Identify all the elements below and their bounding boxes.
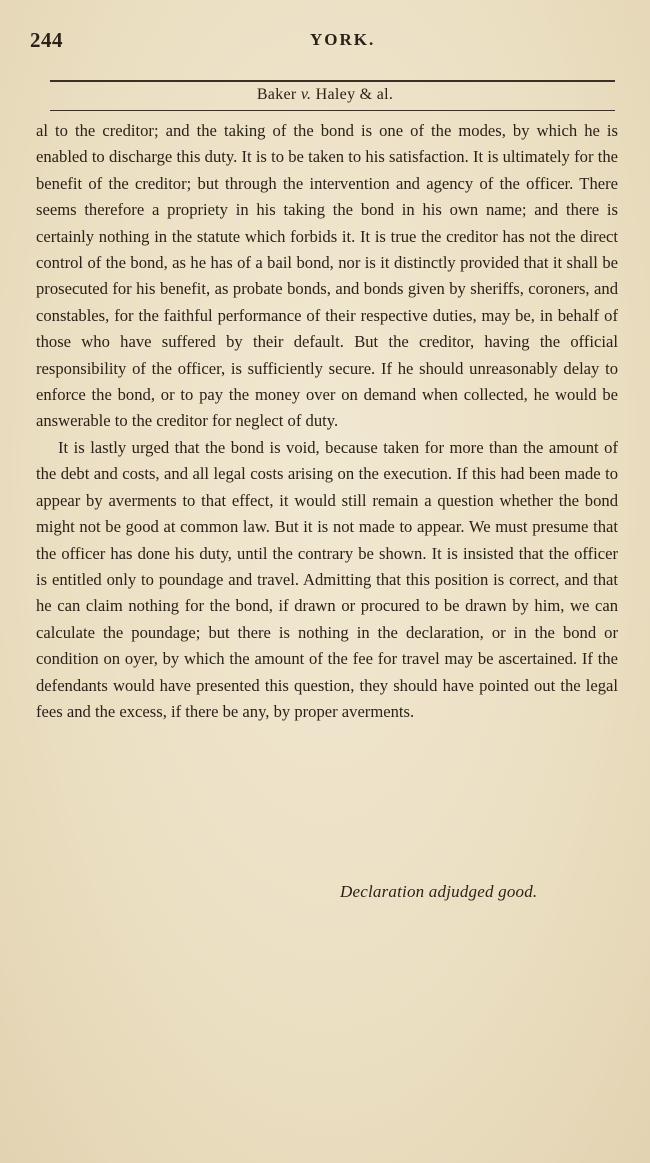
- top-rule: [50, 80, 615, 82]
- page-number: 244: [30, 28, 63, 52]
- case-caption: [0, 86, 650, 104]
- caption-rule: [50, 110, 615, 111]
- judgment-ruling: Declaration adjudged good.: [340, 882, 538, 901]
- paragraph-continued: al to the creditor; and the taking of the bond is one of the modes, by which he is enabled to discharge this duty. It is to be taken to his satisfaction. It is ultimately for the benefit of the creditor; but through the intervention and agency of the officer. There seems therefore a propriety in his taking the bond in his own name; and there is certainly nothing in the statute which forbids it. It is true the creditor has not the direct control of the bond, as he has of a bail bond, nor is it distinctly provided that it shall be prosecuted for his benefit, as probate bonds, and bonds given by sheriffs, coroners, and constables, for the faithful performance of their respective duties, may be, in behalf of those who have suffered by their default. But the creditor, having the official responsibility of the officer, is sufficiently secure. If he should unreasonably delay to enforce the bond, or to pay the money over on demand when collected, he would be answerable to the creditor for neglect of duty.: [36, 121, 618, 431]
- case-party-one: Baker: [256, 86, 297, 103]
- case-versus: v.: [300, 86, 312, 103]
- running-title: YORK.: [310, 30, 376, 49]
- running-head: [30, 28, 620, 58]
- paragraph-lastly-urged: It is lastly urged that the bond is void, because taken for more than the amount of the debt and costs, and all legal costs arising on the execution. If this had been made to appear by averments to that effect, it would still remain a question whether the bond might not be good at common law. But it is not made to appear. We must presume that the officer has done his duty, until the contrary be shown. It is insisted that the officer is entitled only to poundage and travel. Admitting that this position is correct, and that he can claim nothing for the bond, if drawn or procured to be drawn by him, we can calculate the poundage; but there is nothing in the declaration, or in the bond or condition on oyer, by which the amount of the fee for travel may be ascertained. If the defendants would have presented this question, they should have pointed out the legal fees and the excess, if there be any, by proper averments.: [36, 437, 618, 721]
- opinion-text: [36, 118, 618, 725]
- case-party-two: Haley & al.: [315, 86, 394, 103]
